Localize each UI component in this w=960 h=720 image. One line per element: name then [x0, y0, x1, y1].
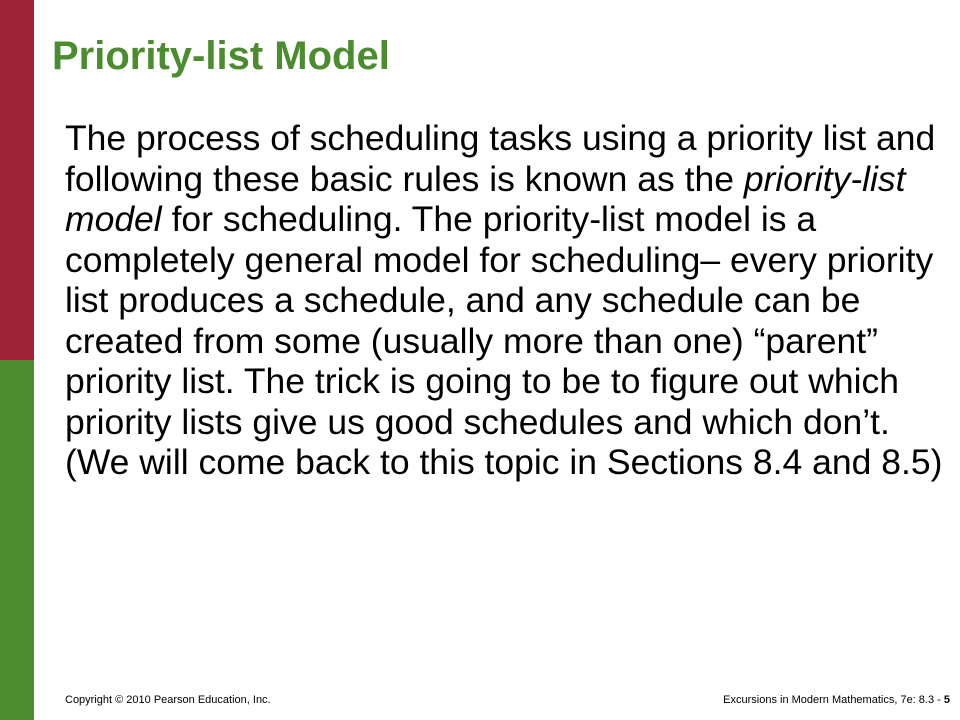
footer-source: [723, 693, 950, 707]
slide-body-text: [65, 118, 945, 483]
footer-page-number: 5: [943, 694, 950, 706]
footer-copyright: Copyright © 2010 Pearson Education, Inc.: [65, 694, 271, 706]
slide-title: Priority-list Model: [52, 34, 390, 78]
body-text-part2: for scheduling. The priority-list model is a completely general model for scheduling– every priority list produces a schedule, and any schedule can be created from some (usually more than one) “parent” priority list. The trick is going to be to figure out which priority lists give us good schedules and which don’t. (We will come back to this topic in Sections 8.4 and 8.5): [65, 199, 943, 482]
body-text-part1: The process of scheduling tasks using a priority list and following these basic rules is known as the: [65, 118, 936, 199]
body-text-emphasis: priority-list model: [65, 158, 906, 239]
footer-source-text: Excursions in Modern Mathematics, 7e: 8.3 -: [723, 694, 944, 706]
accent-bar-green: [0, 360, 34, 720]
accent-bar-red: [0, 0, 34, 360]
